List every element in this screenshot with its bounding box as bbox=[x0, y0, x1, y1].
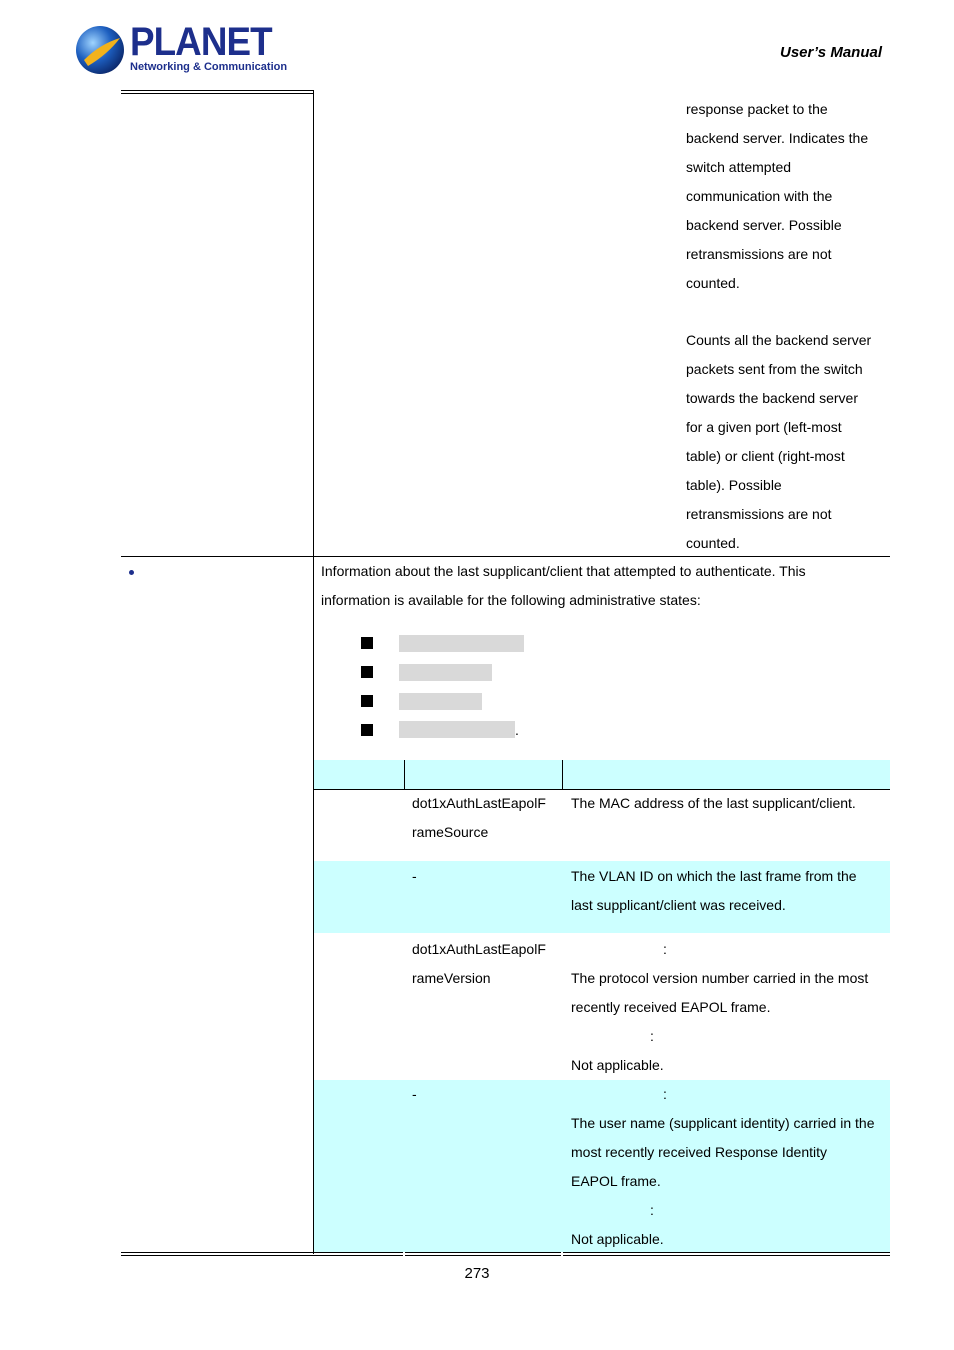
redacted-state bbox=[399, 664, 492, 681]
table-top-border-2 bbox=[121, 93, 314, 94]
section-intro-line1: Information about the last supplicant/client that attempted to authenticate. This bbox=[321, 563, 806, 579]
desc-line: backend server. Indicates the bbox=[686, 130, 869, 146]
square-bullet-icon bbox=[361, 724, 373, 736]
square-bullet-icon bbox=[361, 637, 373, 649]
inner-col-divider bbox=[562, 760, 563, 789]
table-bottom-border bbox=[121, 1252, 890, 1253]
desc-line: response packet to the bbox=[686, 101, 828, 117]
row4-desc-colon1: : bbox=[663, 1086, 667, 1102]
desc-line: backend server. Possible bbox=[686, 217, 842, 233]
bottom-gap bbox=[403, 1252, 405, 1257]
desc-line bbox=[686, 298, 871, 326]
row1-desc: The MAC address of the last supplicant/client. bbox=[571, 795, 856, 811]
top-description bbox=[686, 95, 871, 558]
row4-mib-line1: - bbox=[412, 1086, 417, 1102]
row1-mib-line2: rameSource bbox=[412, 824, 489, 840]
desc-line: counted. bbox=[686, 535, 740, 551]
row4-desc-line4: Not applicable. bbox=[571, 1231, 664, 1247]
desc-line: retransmissions are not bbox=[686, 246, 832, 262]
desc-line: Counts all the backend server bbox=[686, 332, 872, 348]
desc-line: table). Possible bbox=[686, 477, 782, 493]
section-intro-line2: information is available for the following administrative states: bbox=[321, 592, 701, 608]
bottom-gap bbox=[561, 1252, 563, 1257]
desc-line: packets sent from the switch bbox=[686, 361, 863, 377]
redacted-state bbox=[399, 693, 482, 710]
desc-line: for a given port (left-most bbox=[686, 419, 842, 435]
page-number: 273 bbox=[464, 1265, 490, 1282]
row3-mib-line1: dot1xAuthLastEapolF bbox=[412, 941, 546, 957]
inner-table-header bbox=[314, 760, 890, 789]
row3-desc-line2: recently received EAPOL frame. bbox=[571, 999, 771, 1015]
square-bullet-icon bbox=[361, 695, 373, 707]
inner-col-divider bbox=[404, 760, 405, 789]
redacted-state bbox=[399, 635, 524, 652]
desc-line: towards the backend server bbox=[686, 390, 858, 406]
row2-desc-line1: The VLAN ID on which the last frame from the bbox=[571, 868, 857, 884]
desc-line: switch attempted bbox=[686, 159, 792, 175]
desc-line: communication with the bbox=[686, 188, 833, 204]
desc-line: counted. bbox=[686, 275, 740, 291]
row3-desc-colon1: : bbox=[663, 941, 667, 957]
row3-desc-line1: The protocol version number carried in the most bbox=[571, 970, 869, 986]
desc-line: table) or client (right-most bbox=[686, 448, 845, 464]
row3-desc-line3: Not applicable. bbox=[571, 1057, 664, 1073]
table-bottom-border-2 bbox=[121, 1255, 890, 1256]
logo-subtitle: Networking & Communication bbox=[130, 61, 288, 73]
desc-line: retransmissions are not bbox=[686, 506, 832, 522]
row3-mib-line2: rameVersion bbox=[412, 970, 491, 986]
row4-desc-line3: EAPOL frame. bbox=[571, 1173, 661, 1189]
logo-wordmark: PLANET bbox=[130, 20, 272, 64]
row4-desc-line1: The user name (supplicant identity) carried in the bbox=[571, 1115, 875, 1131]
section-bullet-dot bbox=[129, 570, 134, 575]
square-bullet-icon bbox=[361, 666, 373, 678]
row3-desc-colon2: : bbox=[650, 1028, 654, 1044]
table-top-border bbox=[121, 90, 314, 91]
row2-mib-line1: - bbox=[412, 868, 417, 884]
row1-mib-line1: dot1xAuthLastEapolF bbox=[412, 795, 546, 811]
row4-desc-colon2: : bbox=[650, 1202, 654, 1218]
row2-desc-line2: last supplicant/client was received. bbox=[571, 897, 786, 913]
planet-logo-globe-icon bbox=[74, 24, 126, 76]
redacted-state bbox=[399, 721, 515, 738]
manual-title: User’s Manual bbox=[780, 44, 882, 61]
row4-desc-line2: most recently received Response Identity bbox=[571, 1144, 828, 1160]
bullet-suffix: . bbox=[515, 722, 519, 738]
